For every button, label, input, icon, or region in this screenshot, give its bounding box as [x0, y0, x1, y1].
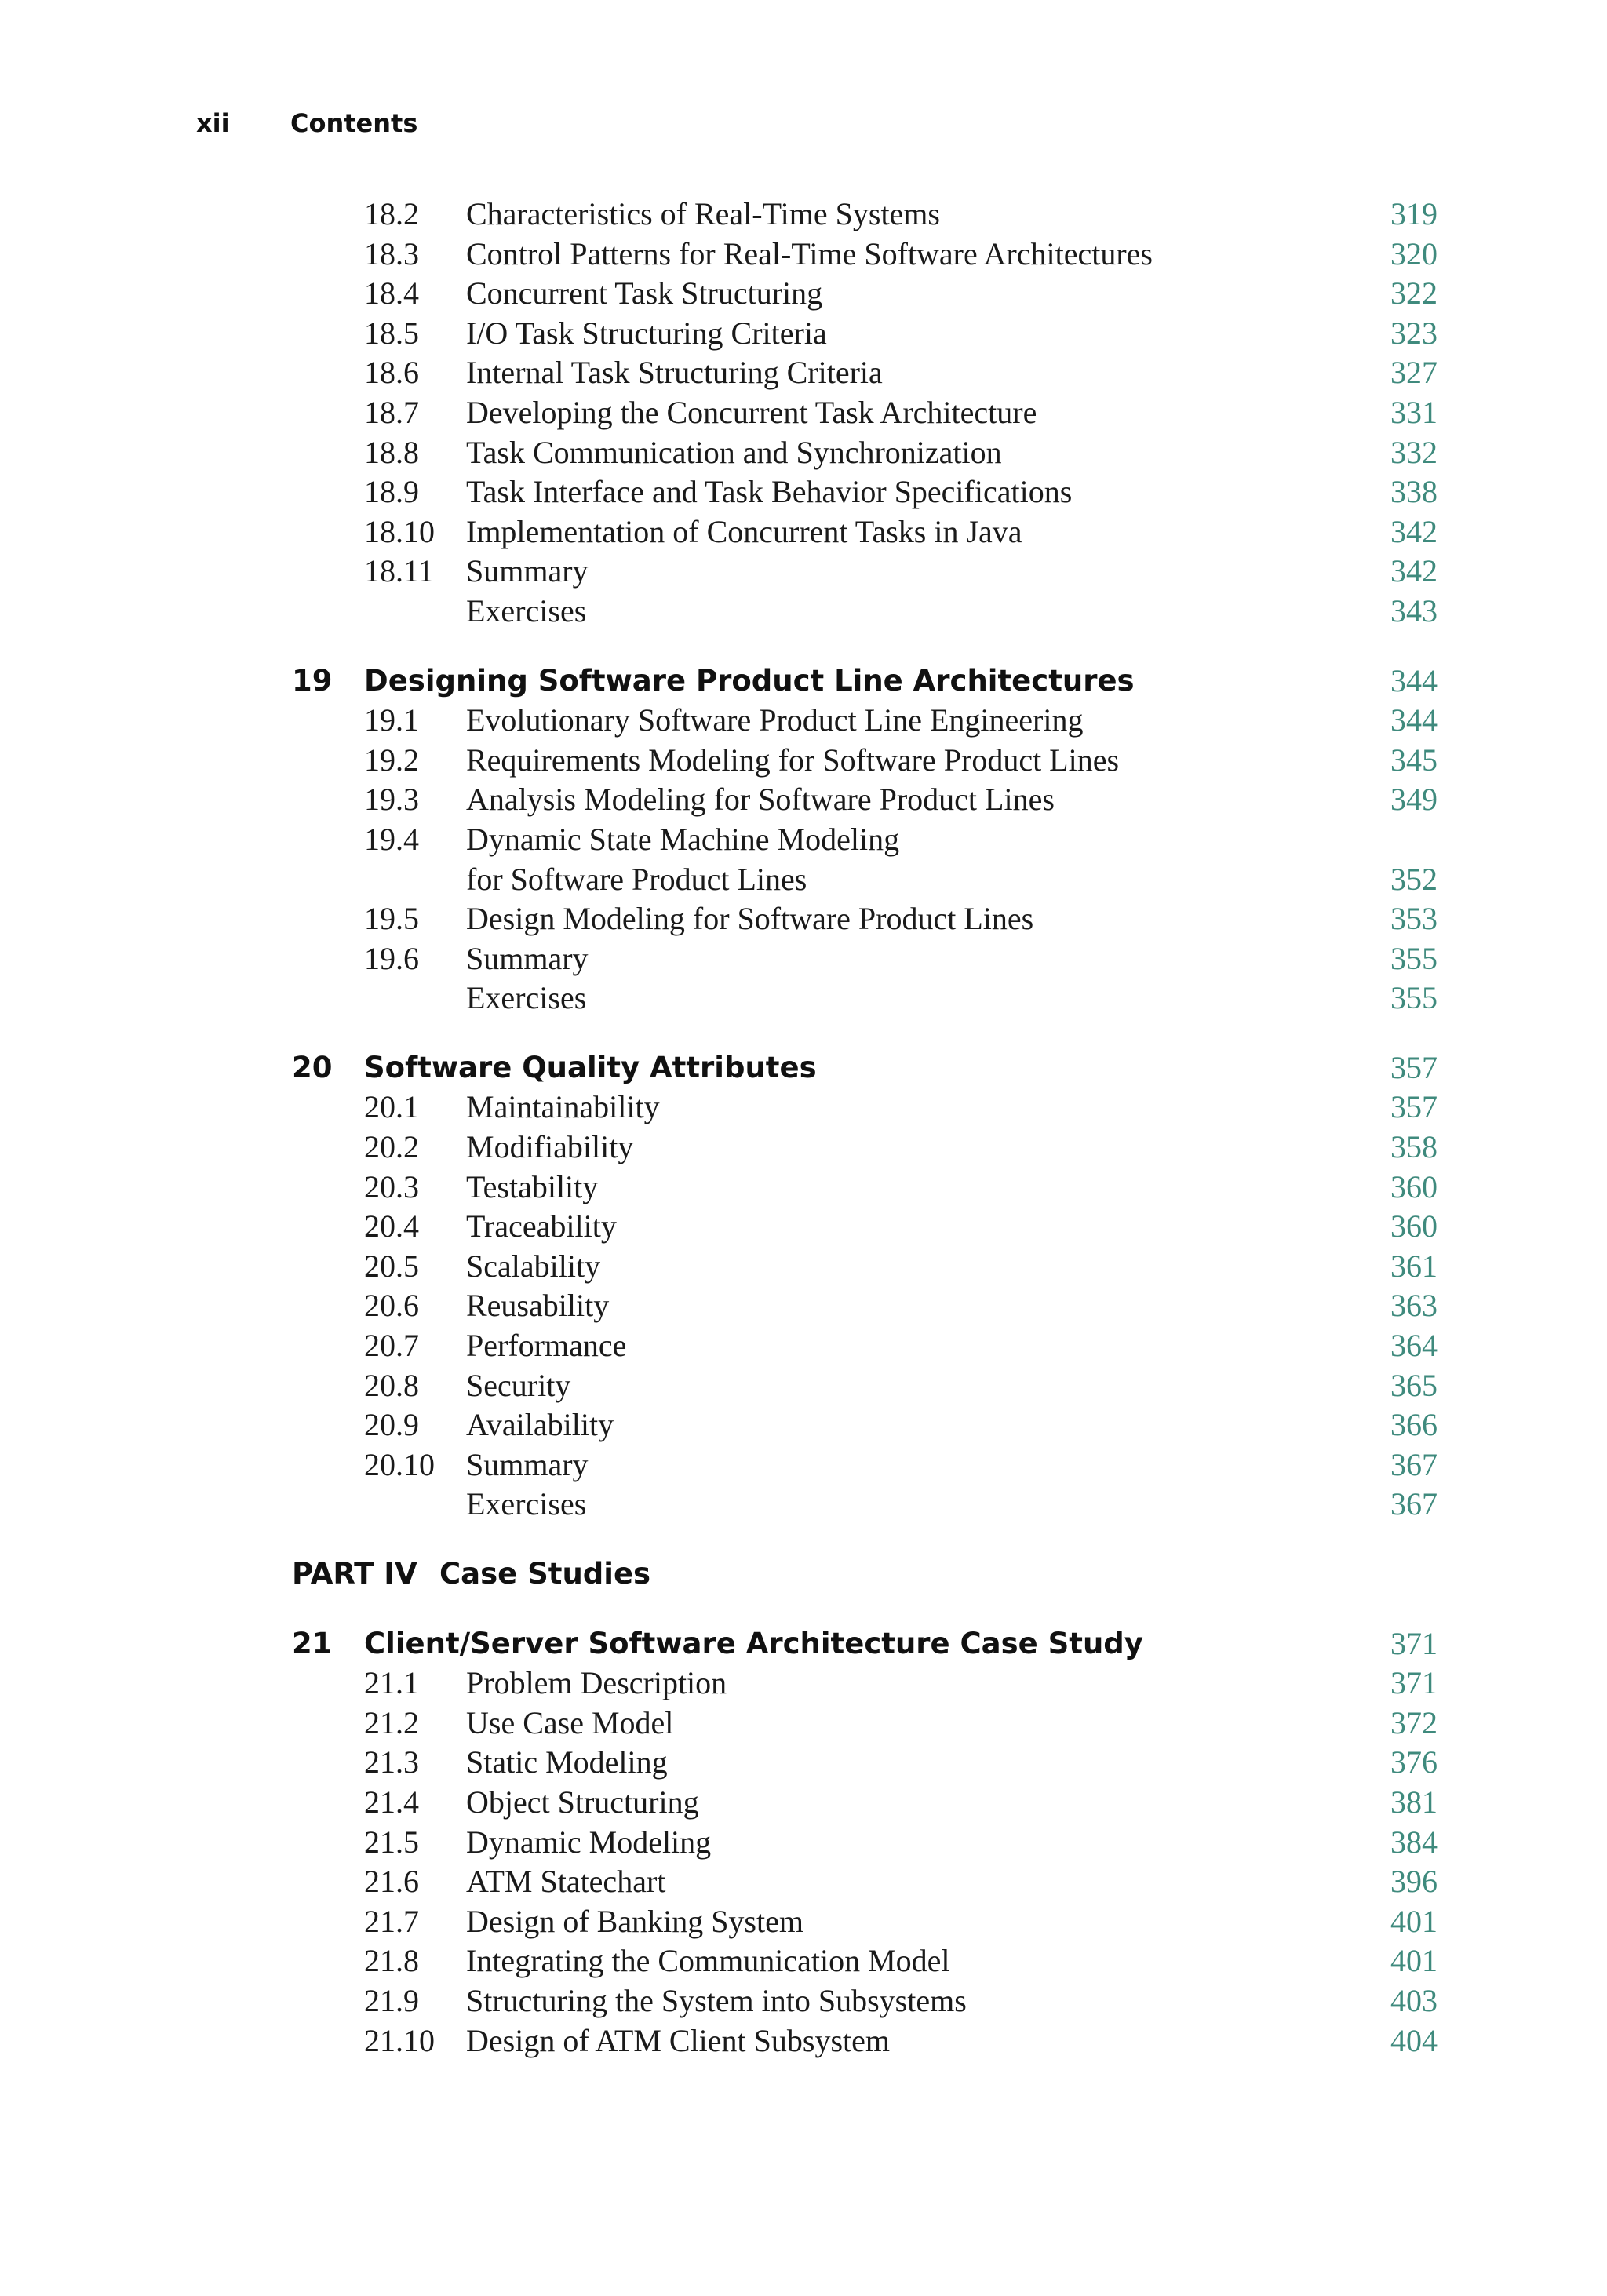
part-title: Case Studies: [439, 1557, 651, 1591]
toc-entry[interactable]: [292, 701, 1438, 741]
section-title: Reusability: [466, 1288, 610, 1324]
toc-entry[interactable]: [292, 899, 1438, 939]
chapter-heading-21[interactable]: [292, 1624, 1438, 1664]
toc-entry[interactable]: [292, 1247, 1438, 1287]
toc-entry[interactable]: [292, 1445, 1438, 1485]
part-heading: [292, 1554, 1438, 1594]
section-title: Developing the Concurrent Task Architecture: [466, 394, 1037, 430]
chapter-title: Software Quality Attributes: [364, 1050, 817, 1084]
chapter-number: 21: [292, 1626, 333, 1660]
toc-entry[interactable]: [292, 1366, 1438, 1406]
page-number: 343: [1390, 592, 1438, 629]
page-number: 401: [1390, 1903, 1438, 1939]
section-title: Integrating the Communication Model: [466, 1943, 950, 1979]
page-number: 327: [1390, 355, 1438, 391]
section-title: Maintainability: [466, 1089, 660, 1125]
running-title: Contents: [290, 108, 418, 138]
page-number: 342: [1390, 513, 1438, 549]
section-number: 20.1: [364, 1089, 419, 1125]
page-number: 338: [1390, 474, 1438, 510]
toc-entry[interactable]: [292, 353, 1438, 393]
page-number: 367: [1390, 1446, 1438, 1482]
section-title: Summary: [466, 1446, 589, 1482]
page-number: 365: [1390, 1367, 1438, 1403]
section-title: Control Patterns for Real-Time Software Architectures: [466, 235, 1153, 272]
toc-entry[interactable]: [292, 592, 1438, 632]
page-number: 344: [1390, 662, 1438, 698]
toc-entry[interactable]: [292, 512, 1438, 552]
section-number: 18.4: [364, 275, 419, 312]
section-number: 21.5: [364, 1824, 419, 1860]
section-title: Problem Description: [466, 1665, 727, 1701]
section-number: 21.8: [364, 1943, 419, 1979]
toc-entry[interactable]: [292, 235, 1438, 275]
toc-entry[interactable]: [292, 1207, 1438, 1247]
page-number: 349: [1390, 782, 1438, 818]
page-number: 355: [1390, 980, 1438, 1016]
section-title: Summary: [466, 940, 589, 976]
section-title: Implementation of Concurrent Tasks in Java: [466, 513, 1022, 549]
toc-entry[interactable]: [292, 1981, 1438, 2021]
section-title: Object Structuring: [466, 1784, 699, 1820]
section-title: Evolutionary Software Product Line Engineering: [466, 702, 1084, 738]
section-number: 18.11: [364, 553, 434, 589]
section-title: Security: [466, 1367, 571, 1403]
section-title: Exercises: [466, 592, 587, 629]
section-title: ATM Statechart: [466, 1864, 666, 1900]
page-number: 322: [1390, 275, 1438, 312]
page-number: 361: [1390, 1248, 1438, 1284]
section-number: 20.6: [364, 1288, 419, 1324]
page-number: 404: [1390, 2022, 1438, 2058]
chapter-number: 20: [292, 1050, 333, 1084]
toc-entry[interactable]: [292, 1326, 1438, 1366]
section-number: 18.7: [364, 394, 419, 430]
section-number: 19.2: [364, 742, 419, 778]
toc-entry[interactable]: [292, 1783, 1438, 1823]
page-number: 396: [1390, 1864, 1438, 1900]
toc-entry[interactable]: [292, 1743, 1438, 1783]
section-title: Exercises: [466, 1486, 587, 1522]
section-title: Task Communication and Synchronization: [466, 434, 1002, 470]
section-number: 20.7: [364, 1328, 419, 1364]
page-number: 403: [1390, 1982, 1438, 2018]
page-number: 331: [1390, 394, 1438, 430]
section-number: 20.5: [364, 1248, 419, 1284]
section-title: Concurrent Task Structuring: [466, 275, 823, 312]
page-number: 352: [1390, 861, 1438, 897]
page-number: 319: [1390, 196, 1438, 231]
section-title: Internal Task Structuring Criteria: [466, 355, 883, 391]
section-number: 21.6: [364, 1864, 419, 1900]
chapter-title: Designing Software Product Line Architectures: [364, 663, 1135, 698]
toc-entry[interactable]: [292, 2021, 1438, 2061]
toc-entry[interactable]: [292, 1823, 1438, 1863]
toc-entry[interactable]: [292, 1664, 1438, 1704]
section-number: 21.3: [364, 1744, 419, 1780]
page-number: 401: [1390, 1943, 1438, 1979]
page-number: 342: [1390, 553, 1438, 589]
section-number: 21.9: [364, 1982, 419, 2018]
section-title: Modifiability: [466, 1129, 634, 1165]
section-title: Testability: [466, 1168, 599, 1204]
toc-entry[interactable]: [292, 741, 1438, 781]
section-number: 21.4: [364, 1784, 419, 1820]
page-number: 323: [1390, 315, 1438, 351]
section-number: 21.10: [364, 2022, 435, 2058]
section-number: 19.3: [364, 782, 419, 818]
toc-entry[interactable]: [292, 472, 1438, 512]
toc-entry[interactable]: [292, 979, 1438, 1019]
section-title: Analysis Modeling for Software Product Lines: [466, 782, 1055, 818]
page-number: 353: [1390, 901, 1438, 937]
page-number: 357: [1390, 1049, 1438, 1085]
chapter-heading-20[interactable]: [292, 1048, 1438, 1088]
page-number: 367: [1390, 1486, 1438, 1522]
table-of-contents: [292, 195, 1438, 2061]
section-number: 20.10: [364, 1446, 435, 1482]
part-label: PART IV: [292, 1557, 417, 1591]
toc-entry[interactable]: [292, 1485, 1438, 1525]
toc-entry[interactable]: [292, 860, 1438, 900]
toc-entry[interactable]: [292, 1128, 1438, 1168]
page-number: 364: [1390, 1328, 1438, 1364]
section-title: Requirements Modeling for Software Product Lines: [466, 742, 1120, 778]
page-number: 381: [1390, 1784, 1438, 1820]
section-title: Availability: [466, 1407, 614, 1443]
section-number: 19.4: [364, 821, 419, 857]
section-title: Structuring the System into Subsystems: [466, 1982, 967, 2018]
chapter-heading-19[interactable]: [292, 661, 1438, 702]
page-folio: xii: [196, 108, 230, 138]
section-title: Traceability: [466, 1208, 617, 1245]
section-number: 18.8: [364, 434, 419, 470]
toc-entry[interactable]: [292, 1902, 1438, 1942]
page-number: 344: [1390, 702, 1438, 738]
section-number: 21.2: [364, 1704, 419, 1740]
section-number: 21.7: [364, 1903, 419, 1939]
page-number: 371: [1390, 1625, 1438, 1661]
toc-entry[interactable]: [292, 195, 1438, 235]
section-title: Design Modeling for Software Product Lines: [466, 901, 1034, 937]
section-number: 20.3: [364, 1168, 419, 1204]
toc-entry[interactable]: [292, 1286, 1438, 1326]
section-title: Exercises: [466, 980, 587, 1016]
chapter-number: 19: [292, 663, 333, 698]
section-number: 18.2: [364, 196, 419, 231]
page-number: 384: [1390, 1824, 1438, 1860]
toc-entry[interactable]: [292, 780, 1438, 820]
section-title: Task Interface and Task Behavior Specifications: [466, 474, 1073, 510]
section-title: for Software Product Lines: [466, 861, 807, 897]
page-number: 366: [1390, 1407, 1438, 1443]
page-number: 376: [1390, 1744, 1438, 1780]
section-title: Dynamic State Machine Modeling: [466, 821, 900, 857]
chapter-title: Client/Server Software Architecture Case Study: [364, 1626, 1143, 1660]
page-number: 357: [1390, 1089, 1438, 1125]
page-number: 355: [1390, 940, 1438, 976]
section-title: I/O Task Structuring Criteria: [466, 315, 827, 351]
section-number: 18.9: [364, 474, 419, 510]
page-number: 320: [1390, 235, 1438, 272]
toc-entry[interactable]: [292, 433, 1438, 473]
toc-entry[interactable]: [292, 393, 1438, 433]
section-number: 19.6: [364, 940, 419, 976]
toc-entry[interactable]: [292, 820, 1438, 860]
section-number: 20.4: [364, 1208, 419, 1245]
section-number: 21.1: [364, 1665, 419, 1701]
page-number: 363: [1390, 1288, 1438, 1324]
page-number: 332: [1390, 434, 1438, 470]
page-number: 360: [1390, 1208, 1438, 1245]
section-number: 20.2: [364, 1129, 419, 1165]
section-number: 19.1: [364, 702, 419, 738]
section-title: Performance: [466, 1328, 627, 1364]
section-number: 18.10: [364, 513, 435, 549]
page-number: 372: [1390, 1704, 1438, 1740]
page-number: 360: [1390, 1168, 1438, 1204]
toc-entry[interactable]: [292, 1704, 1438, 1744]
section-title: Scalability: [466, 1248, 601, 1284]
section-number: 20.8: [364, 1367, 419, 1403]
toc-entry[interactable]: [292, 1862, 1438, 1902]
toc-entry[interactable]: [292, 552, 1438, 592]
section-title: Summary: [466, 553, 589, 589]
toc-entry[interactable]: [292, 274, 1438, 314]
toc-entry[interactable]: [292, 939, 1438, 979]
toc-entry[interactable]: [292, 1168, 1438, 1208]
section-title: Design of ATM Client Subsystem: [466, 2022, 891, 2058]
section-title: Dynamic Modeling: [466, 1824, 712, 1860]
section-number: 20.9: [364, 1407, 419, 1443]
section-number: 19.5: [364, 901, 419, 937]
section-title: Design of Banking System: [466, 1903, 804, 1939]
page-number: 371: [1390, 1665, 1438, 1701]
page-number: 345: [1390, 742, 1438, 778]
section-title: Static Modeling: [466, 1744, 668, 1780]
toc-entry[interactable]: [292, 1405, 1438, 1445]
section-number: 18.5: [364, 315, 419, 351]
section-number: 18.3: [364, 235, 419, 272]
section-number: 18.6: [364, 355, 419, 391]
section-title: Use Case Model: [466, 1704, 674, 1740]
toc-entry[interactable]: [292, 1941, 1438, 1981]
section-title: Characteristics of Real-Time Systems: [466, 196, 940, 231]
toc-entry[interactable]: [292, 1088, 1438, 1128]
page-number: 358: [1390, 1129, 1438, 1165]
toc-entry[interactable]: [292, 314, 1438, 354]
